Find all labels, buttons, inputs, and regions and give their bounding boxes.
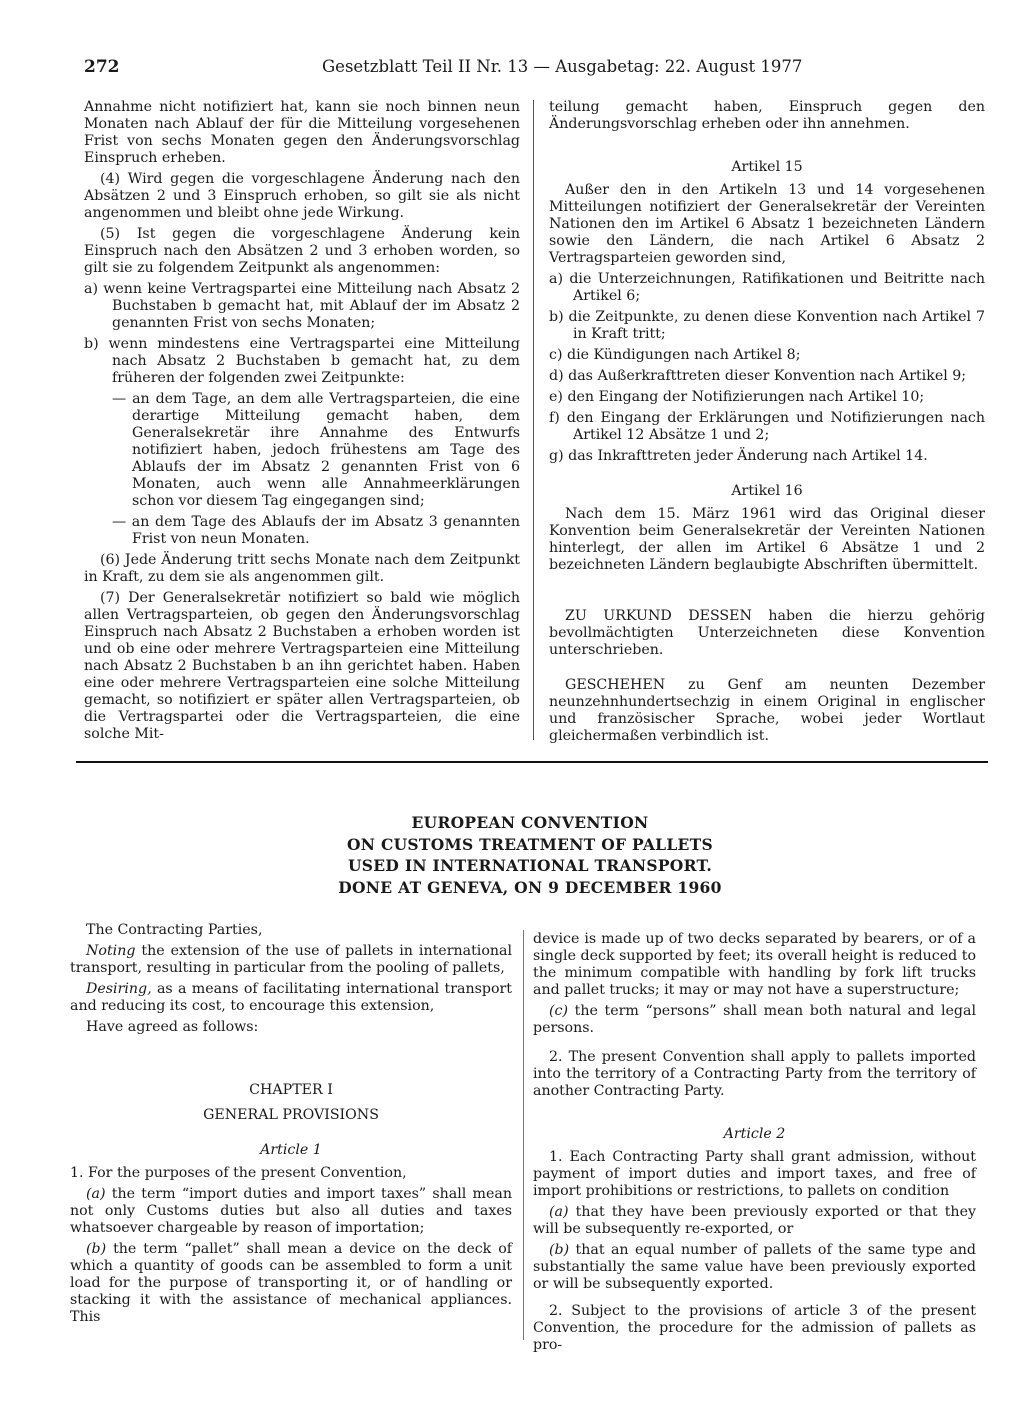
english-right-column (533, 931, 976, 1358)
paragraph: 2. Subject to the provisions of article 3 of the present Convention, the procedure for the admission of pallets as pro- (533, 1303, 976, 1353)
section-divider (76, 761, 988, 763)
paragraph-text: that they have been previously exported or that they will be subsequently re-exported, or (533, 1204, 976, 1237)
title-line: DONE AT GENEVA, ON 9 DECEMBER 1960 (338, 877, 722, 897)
column-separator-top (533, 100, 534, 740)
paragraph-text: as a means of facilitating international transport and reducing its cost, to encourage this extension, (70, 981, 512, 1014)
list-item: b) wenn mindestens eine Vertragspartei eine Mitteilung nach Absatz 2 Buchstaben b gemacht hat, zu dem früheren der folgenden zwei Zeitpunkte: (84, 336, 520, 386)
list-item: b) die Zeitpunkte, zu denen diese Konvention nach Artikel 7 in Kraft tritt; (549, 309, 985, 342)
paragraph: Have agreed as follows: (86, 1019, 259, 1035)
spacer (533, 1041, 976, 1049)
list-item: a) wenn keine Vertragspartei eine Mitteilung nach Absatz 2 Buchstaben b gemacht hat, mit Ablauf der im Absatz 2 genannten Frist von sechs Monaten; (84, 281, 520, 331)
paragraph: Außer den in den Artikeln 13 und 14 vorgesehenen Mitteilungen notifiziert der Generalsekretär der Vereinten Nationen den im Artikel 6 Absatz 1 bezeichneten Ländern sowie den Ländern, die nach Artikel 6 Absatz 2 Vertragsparteien geworden sind, (549, 182, 985, 266)
list-item: d) das Außerkrafttreten dieser Konvention nach Artikel 9; (549, 368, 967, 384)
spacer (549, 663, 985, 677)
paragraph (70, 1241, 512, 1326)
dash-item: — an dem Tage, an dem alle Vertragsparteien, die eine derartige Mitteilung gemacht haben, dem Generalsekretär ihre Annahme des Entwurfs notifiziert haben, jedoch frühestens am Tage des Ablaufs der im Absatz 2 genannten Frist von 6 Monaten, auch wenn alle Annahmeerklärungen schon vor diesem Tag eingegangen sind; (112, 391, 520, 509)
emphasis: Noting (86, 943, 136, 959)
chapter-heading: CHAPTER I (249, 1082, 333, 1098)
paragraph-text: the term “import duties and import taxes” shall mean not only Customs duties but also all duties and taxes whatsoever chargeable by reason of importation; (70, 1186, 512, 1236)
chapter-title: GENERAL PROVISIONS (203, 1107, 379, 1123)
paragraph-text: the extension of the use of pallets in international transport, resulting in particular from the pooling of pallets, (70, 943, 512, 976)
paragraph-text: the term “pallet” shall mean a device on the deck of which a quantity of goods can be assembled to form a unit load for the purpose of transporting it, or of handling or stacking it with the assistance of mechanical appliances. This (70, 1241, 512, 1325)
emphasis: (a) (86, 1186, 106, 1202)
german-left-column (84, 99, 520, 747)
article-heading: Article 2 (723, 1126, 786, 1142)
paragraph: teilung gemacht haben, Einspruch gegen den Änderungsvorschlag erheben oder ihn annehmen. (549, 99, 985, 132)
title-line: EUROPEAN CONVENTION (411, 813, 649, 832)
emphasis: (c) (549, 1003, 569, 1019)
english-left-column (70, 922, 512, 1330)
paragraph: Annahme nicht notifiziert hat, kann sie noch binnen neun Monaten nach Ablauf der für die Mitteilung vorgesehenen Frist von sechs Monaten gegen den Änderungsvorschlag Einspruch erheben. (84, 99, 520, 166)
page-header (84, 54, 984, 80)
title-line: USED IN INTERNATIONAL TRANSPORT. (347, 856, 713, 875)
column-separator-bottom (523, 930, 524, 1340)
paragraph: (5) Ist gegen die vorgeschlagene Änderung kein Einspruch nach den Absätzen 2 und 3 erhoben worden, so gilt sie zu folgendem Zeitpunkt als angenommen: (84, 226, 520, 276)
paragraph (533, 1204, 976, 1238)
list-item: c) die Kündigungen nach Artikel 8; (549, 347, 801, 363)
paragraph (70, 943, 512, 977)
paragraph: 1. Each Contracting Party shall grant admission, without payment of import duties and import taxes, and free of import prohibitions or restrictions, to pallets on condition (533, 1149, 976, 1199)
paragraph: (7) Der Generalsekretär notifiziert so bald wie möglich allen Vertragsparteien, ob gegen den Änderungsvorschlag Einspruch nach Absatz 2 Buchstaben a erhoben worden ist und ob eine oder mehrere Vertragsparteien eine Mitteilung nach Absatz 2 Buchstaben b an ihn gerichtet haben. Haben eine oder mehrere Vertragsparteien eine solche Mitteilung gemacht, so notifiziert er später allen Vertragsparteien, ob die Vertragspartei oder die Vertragsparteien, die eine solche Mit- (84, 590, 520, 742)
page-number: 272 (84, 57, 120, 77)
paragraph-text: the term “persons” shall mean both natural and legal persons. (533, 1003, 976, 1036)
paragraph: 2. The present Convention shall apply to pallets imported into the territory of a Contracting Party from the territory of another Contracting Party. (533, 1049, 976, 1099)
paragraph: Nach dem 15. März 1961 wird das Original dieser Konvention beim Generalsekretär der Vereinten Nationen hinterlegt, der allen im Artikel 6 Absätze 1 und 2 bezeichneten Ländern beglaubigte Abschriften übermittelt. (549, 506, 985, 573)
list-item: g) das Inkrafttreten jeder Änderung nach Artikel 14. (549, 448, 928, 464)
paragraph: The Contracting Parties, (86, 922, 263, 938)
paragraph: ZU URKUND DESSEN haben die hierzu gehörig bevollmächtigten Unterzeichneten diese Konvention unterschrieben. (549, 608, 985, 658)
paragraph: device is made up of two decks separated by bearers, or of a single deck supported by feet; its overall height is reduced to the minimum compatible with handling by fork lift trucks and pallet trucks; it may or may not have a superstructure; (533, 931, 976, 998)
paragraph: (6) Jede Änderung tritt sechs Monate nach dem Zeitpunkt in Kraft, zu dem sie als angenommen gilt. (84, 552, 520, 585)
paragraph: 1. For the purposes of the present Convention, (70, 1165, 407, 1181)
paragraph: (4) Wird gegen die vorgeschlagene Änderung nach den Absätzen 2 und 3 Einspruch erhoben, so gilt sie als nicht angenommen und bleibt ohne jede Wirkung. (84, 171, 520, 221)
paragraph (70, 1186, 512, 1237)
convention-title (290, 812, 770, 898)
paragraph (533, 1003, 976, 1037)
dash-item: — an dem Tage des Ablaufs der im Absatz 3 genannten Frist von neun Monaten. (112, 514, 520, 547)
title-line: ON CUSTOMS TREATMENT OF PALLETS (346, 834, 713, 854)
german-right-column (549, 99, 985, 749)
spacer (70, 1040, 512, 1082)
emphasis: (b) (549, 1242, 570, 1258)
spacer (549, 578, 985, 608)
paragraph (70, 981, 512, 1015)
list-item: f) den Eingang der Erklärungen und Notifizierungen nach Artikel 12 Absätze 1 und 2; (549, 410, 985, 443)
list-item: e) den Eingang der Notifizierungen nach Artikel 10; (549, 389, 925, 405)
paragraph (533, 1242, 976, 1293)
emphasis: (a) (549, 1204, 569, 1220)
list-item: a) die Unterzeichnungen, Ratifikationen und Beitritte nach Artikel 6; (549, 271, 985, 304)
emphasis: Desiring, (86, 981, 152, 997)
article-heading: Artikel 16 (731, 483, 803, 499)
paragraph-text: that an equal number of pallets of the same type and substantially the same value have been previously exported or will be subsequently exported. (533, 1242, 976, 1292)
emphasis: (b) (86, 1241, 107, 1257)
article-heading: Artikel 15 (731, 159, 803, 175)
paragraph: GESCHEHEN zu Genf am neunten Dezember neunzehnhundertsechzig in einem Original in englischer und französischer Sprache, wobei jeder Wortlaut gleichermaßen verbindlich ist. (549, 677, 985, 744)
gazette-title: Gesetzblatt Teil II Nr. 13 — Ausgabetag: 22. August 1977 (322, 57, 803, 76)
article-heading: Article 1 (260, 1142, 322, 1158)
